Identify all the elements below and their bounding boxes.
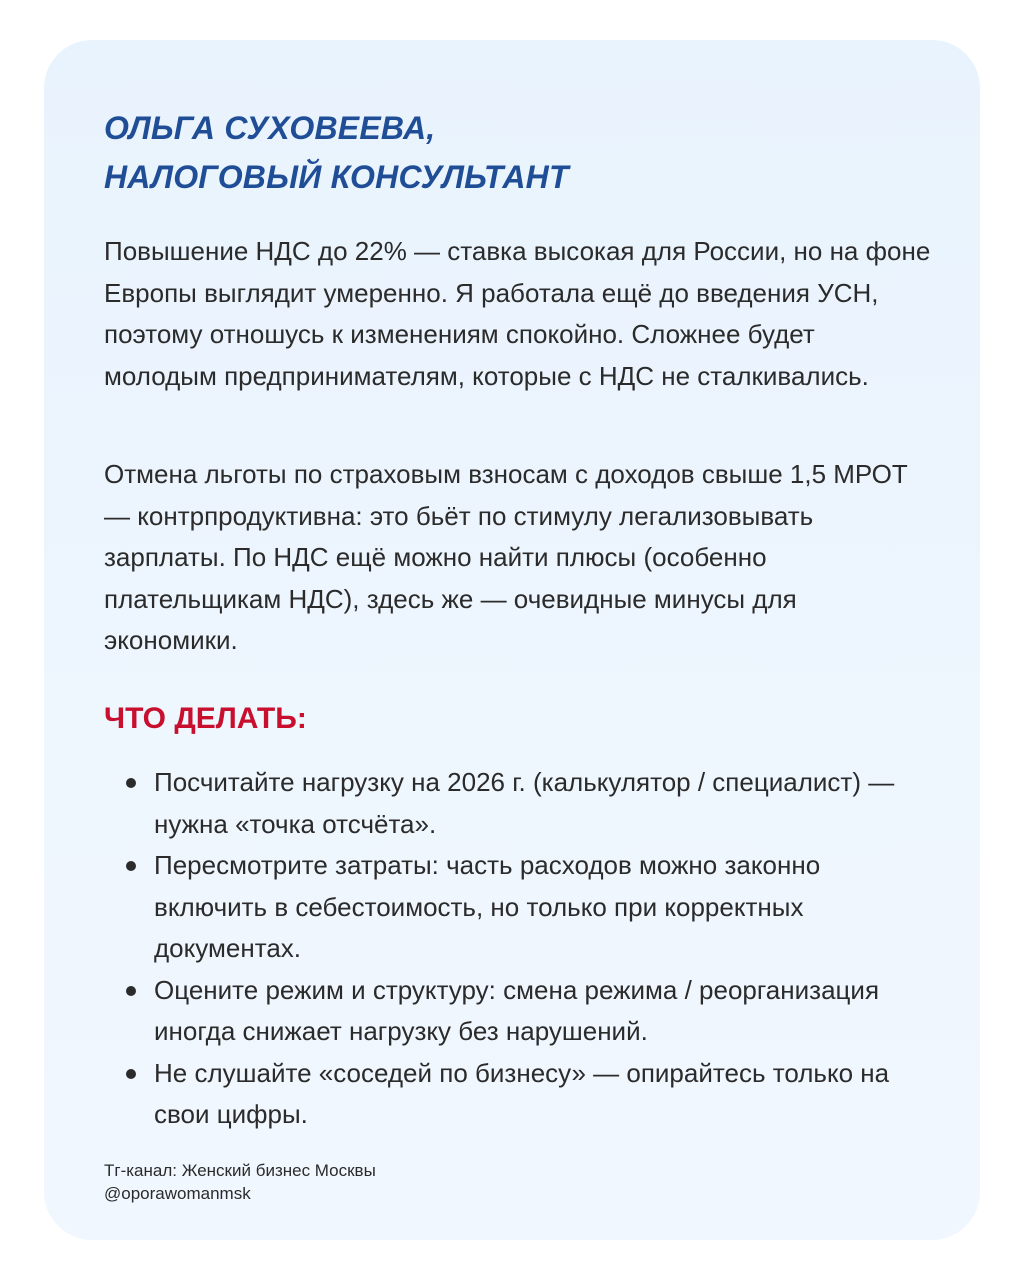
- footer: [104, 1159, 376, 1205]
- todo-list: [104, 762, 934, 1136]
- paragraph-vat-opinion: Повышение НДС до 22% — ставка высокая для России, но на фоне Европы выглядит умеренно. Я работала ещё до введения УСН, поэтому отношусь к изменениям спокойно. Сложнее будет молодым предпринимателям, которые с НДС не сталкивались.: [104, 236, 931, 391]
- list-item-text: Оцените режим и структуру: смена режима / реорганизация иногда снижает нагрузку без нарушений.: [154, 974, 880, 1046]
- list-item: [104, 845, 934, 970]
- list-item-text: Посчитайте нагрузку на 2026 г. (калькулятор / специалист) — нужна «точка отсчёта».: [154, 767, 895, 839]
- bullet-icon: [126, 778, 136, 788]
- bullet-icon: [126, 861, 136, 871]
- expert-heading: [104, 104, 569, 202]
- list-item-text: Не слушайте «соседей по бизнесу» — опирайтесь только на свои цифры.: [154, 1057, 890, 1129]
- list-item: [104, 970, 934, 1053]
- bullet-icon: [126, 1069, 136, 1079]
- bullet-icon: [126, 986, 136, 996]
- expert-name: ОЛЬГА СУХОВЕЕВА,: [104, 110, 436, 146]
- list-item: [104, 762, 934, 845]
- paragraph-insurance-opinion: Отмена льготы по страховым взносам с доходов свыше 1,5 МРОТ — контрпродуктивна: это бьёт по стимулу легализовывать зарплаты. По НДС ещё можно найти плюсы (особенно плательщикам НДС), здесь же — очевидные минусы для экономики.: [104, 459, 908, 655]
- list-item: [104, 1053, 934, 1136]
- list-item-text: Пересмотрите затраты: часть расходов можно законно включить в себестоимость, но только при корректных документах.: [154, 850, 821, 963]
- channel-handle: @oporawomanmsk: [104, 1184, 251, 1203]
- channel-label: Тг-канал: Женский бизнес Москвы: [104, 1161, 376, 1180]
- expert-role: НАЛОГОВЫЙ КОНСУЛЬТАНТ: [104, 159, 569, 195]
- todo-title: ЧТО ДЕЛАТЬ:: [104, 702, 307, 735]
